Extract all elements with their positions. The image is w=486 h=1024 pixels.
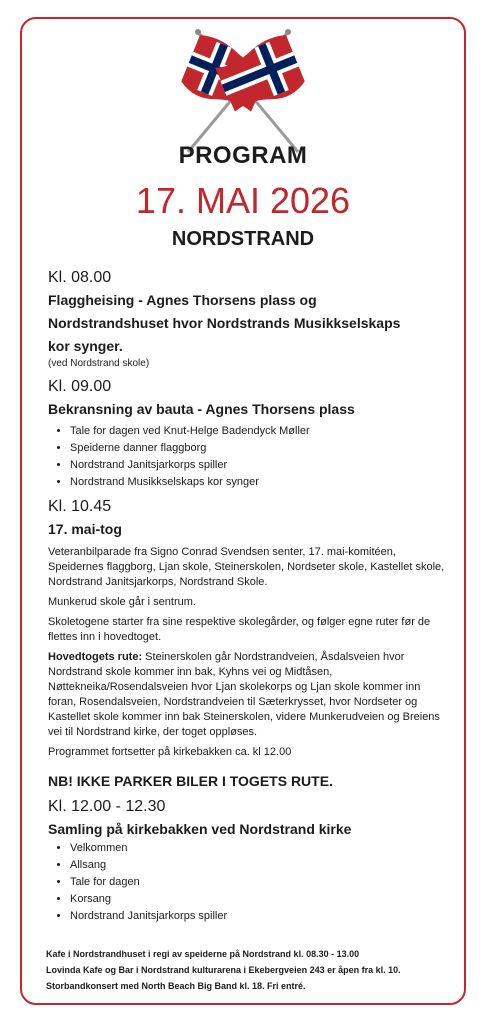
- list-item: • Nordstrand Janitsjarkorps spiller: [70, 908, 448, 925]
- section-heading: Samling på kirkebakken ved Nordstrand kirke: [48, 821, 352, 837]
- section-heading-line: Flaggheising - Agnes Thorsens plass og: [48, 292, 317, 308]
- paragraph: Veteranbilparade fra Signo Conrad Svendsen senter, 17. mai-komitéen, Speidernes flaggborg, Ljan skole, Steinerskolen, Nordseter skole, Kastellet skole, Nordstrand Janitsjarkorps, Nordstrand Skole.: [48, 546, 445, 588]
- list-item: • Allsang: [70, 857, 448, 874]
- list-item: • Tale for dagen: [70, 874, 448, 891]
- list-item: • Korsang: [70, 891, 448, 908]
- section-heading-line: Nordstrandshuset hvor Nordstrands Musikkselskaps: [48, 315, 401, 331]
- section-list: [48, 423, 448, 491]
- route-label: Hovedtogets rute:: [48, 651, 143, 663]
- section-list: [48, 840, 448, 925]
- section-heading-line: kor synger.: [48, 338, 123, 354]
- parking-warning: NB! IKKE PARKER BILER I TOGETS RUTE.: [48, 773, 333, 789]
- footer-line: Storbandkonsert med North Beach Big Band kl. 18. Fri entré.: [46, 981, 306, 991]
- route-paragraph: [48, 650, 448, 740]
- program-title: PROGRAM: [178, 142, 308, 169]
- section-time: Kl. 09.00: [48, 378, 112, 395]
- section-time: Kl. 08.00: [48, 269, 112, 286]
- list-item: • Velkommen: [70, 840, 448, 857]
- crossed-norwegian-flags-icon: [158, 27, 328, 157]
- list-item: • Nordstrand Janitsjarkorps spiller: [70, 457, 448, 474]
- footer-line: Lovinda Kafe og Bar i Nordstrand kulturarena i Ekebergveien 243 er åpen fra kl. 10.: [46, 965, 401, 975]
- section-time: Kl. 10.45: [48, 498, 112, 515]
- section-0800: [48, 268, 448, 371]
- footer-line: Kafe i Nordstrandhuset i regi av speiderne på Nordstrand kl. 08.30 - 13.00: [46, 949, 360, 959]
- paragraph: Munkerud skole går i sentrum.: [48, 596, 196, 608]
- event-date: 17. MAI 2026: [135, 180, 351, 221]
- program-content: [48, 262, 448, 925]
- section-heading: 17. mai-tog: [48, 521, 122, 537]
- list-item: • Nordstrand Musikkselskaps kor synger: [70, 474, 448, 491]
- section-1045: [48, 497, 448, 760]
- footer-info: [46, 946, 466, 994]
- paragraph: Programmet fortsetter på kirkebakken ca. kl 12.00: [48, 746, 292, 758]
- list-item: • Speiderne danner flaggborg: [70, 440, 448, 457]
- event-place: NORDSTRAND: [171, 228, 315, 250]
- section-1200: [48, 797, 448, 925]
- list-item: • Tale for dagen ved Knut-Helge Badendyck Møller: [70, 423, 448, 440]
- paragraph: Skoletogene starter fra sine respektive skolegårder, og følger egne ruter før de flettes inn i hovedtoget.: [48, 616, 431, 643]
- section-heading: Bekransning av bauta - Agnes Thorsens plass: [48, 401, 355, 417]
- section-time: Kl. 12.00 - 12.30: [48, 798, 166, 815]
- section-0900: [48, 377, 448, 491]
- route-text: Steinerskolen går Nordstrandveien, Åsdalsveien hvor Nordstrand skole kommer inn bak, Kyhns vei og Midtåsen, Nøttekneika/Rosendalsveien hvor Ljan skolekorps og Ljan skole kommer inn foran, Rosendalsveien, Nordstrandveien til Sæterkrysset, hvor Nordseter og Kastellet skole kommer inn bak Steinerskolen, videre Munkerudveien og Breiens vei til Nordstrand kirke, der toget oppløses.: [48, 651, 440, 738]
- section-note: (ved Nordstrand skole): [48, 358, 150, 369]
